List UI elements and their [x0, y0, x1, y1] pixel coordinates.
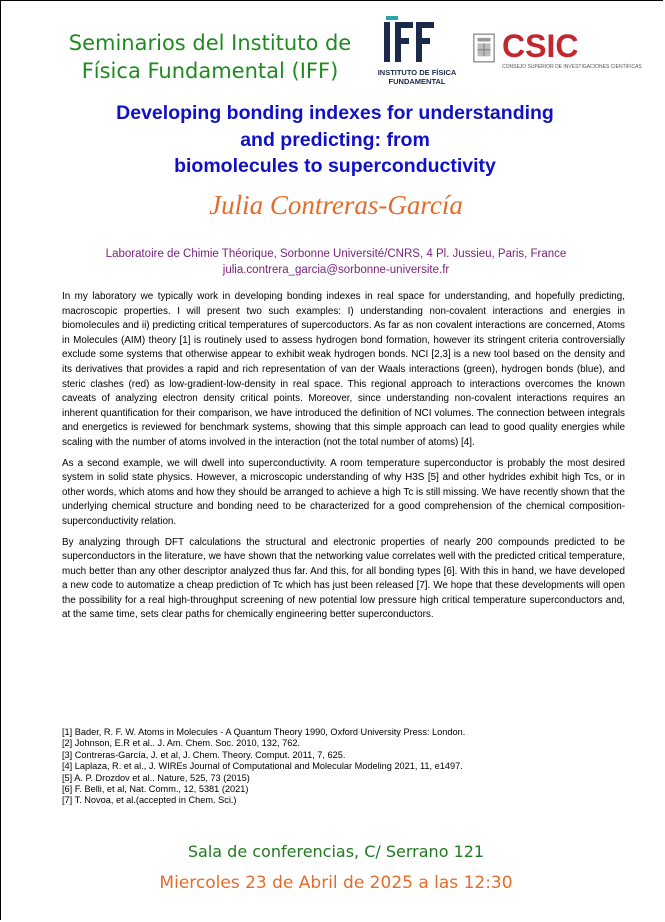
iff-subtitle-line-1: INSTITUTO DE FÍSICA: [377, 68, 457, 77]
title-line-3: biomolecules to superconductivity: [174, 155, 496, 177]
title-line-1: Developing bonding indexes for understanding: [116, 102, 554, 124]
speaker-affiliation: [0, 246, 665, 278]
speaker-email: julia.contrera_garcia@sorbonne-universite.fr: [222, 264, 450, 276]
references-list: [62, 727, 625, 807]
reference-item: [4] Laplaza, R. et al., J. WIREs Journal of Computational and Molecular Modeling 2021, 11, e1497.: [62, 761, 463, 772]
series-line-2: Física Fundamental (IFF): [81, 59, 339, 83]
abstract-paragraph-3: By analyzing through DFT calculations the structural and electronic properties of nearly 200 compounds predicted to be superconductors in the literature, we have shown that the networking value correlates well with the predicted critical temperature, much better than any other descriptor analyzed thus far. And this, for all bonding types [6]. With this in hand, we have developed a new code to automatize a cheap prediction of Tc which has just been released [7]. We hope that these developments will open the possibility for a real high-throughput screening of new potential low pressure high critical temperature superconductors and, at the same time, sets clear paths for chemically engineering better superconductors.: [62, 536, 625, 621]
iff-logo: [368, 16, 466, 88]
iff-logo-mark-icon: [380, 16, 436, 64]
reference-item: [2] Johnson, E.R et al.. J. Am. Chem. Soc. 2010, 132, 762.: [62, 738, 300, 749]
reference-item: [5] A. P. Drozdov et al.. Nature, 525, 73 (2015): [62, 772, 250, 783]
affiliation-text: Laboratoire de Chimie Théorique, Sorbonne Université/CNRS, 4 Pl. Jussieu, Paris, France: [105, 248, 567, 260]
seminar-series-title: [40, 29, 380, 85]
reference-item: [6] F. Belli, et al, Nat. Comm., 12, 5381 (2021): [62, 784, 249, 795]
seminar-date: Miercoles 23 de Abril de 2025 a las 12:30: [159, 873, 513, 893]
abstract-paragraph-1: In my laboratory we typically work in developing bonding indexes in real space for understanding, and hopefully predicting, macroscopic properties. I will present two such examples: I) understanding non-covalent interactions and energies in biomolecules and ii) predicting critical temperatures of supercoductors. As far as non covalent interactions are concerned, Atoms in Molecules (AIM) theory [1] is routinely used to assess hydrogen bond formation, however its stringent criteria controversially exclude some systems that otherwise appear to exhibit weak hydrogen bonds. NCI [2,3] is a new tool based on the density and its derivatives that provides a rapid and rich representation of van der Waals interactions (green), hydrogen bonds (blue), and steric clashes (red) as low-gradient-low-density in real space. This regional approach to interactions overcomes the known caveats of analyzing electron density critical points. Moreover, since understanding non-covalent interactions requires an inherent quantification for their comparison, we have introduced the definition of NCI volumes. The connection between integrals and energetics is reviewed for benchmark systems, showing that this simple approach can lead to good quality energies while scaling with the number of atoms involved in the interaction (not the total number of atoms) [4].: [62, 291, 625, 448]
csic-logo: [472, 28, 642, 74]
reference-item: [3] Contreras-García, J. et al, J. Chem. Theory. Comput. 2011, 7, 625.: [62, 749, 346, 760]
series-line-1: Seminarios del Instituto de: [68, 31, 352, 55]
title-line-2: and predicting: from: [240, 128, 430, 151]
abstract-paragraph-2: As a second example, we will dwell into superconductivity. A room temperature superconductor is probably the most desired system in solid state physics. However, a microscopic understanding of why H3S [5] and other hydrides exhibit high Tcs, or in other words, which atoms and how they should be arranged to achieve a high Tc is still missing. We have recently shown that the underlying chemical structure and bonding need to be characterized for a good comprehension of the chemical composition-superconductivity relation.: [62, 457, 625, 527]
seminar-venue: Sala de conferencias, C/ Serrano 121: [187, 842, 485, 861]
iff-subtitle-line-2: FUNDAMENTAL: [388, 77, 446, 86]
csic-logo-subtitle: CONSEJO SUPERIOR DE INVESTIGACIONES CIENTÍFICAS: [502, 64, 642, 70]
speaker-name: Julia Contreras-García: [209, 190, 463, 220]
iff-logo-subtitle: [368, 68, 466, 86]
talk-title: [60, 100, 610, 180]
csic-logo-wordmark: CSIC: [502, 28, 579, 64]
reference-item: [1] Bader, R. F. W. Atoms in Molecules - A Quantum Theory 1990, Oxford University Press: London.: [62, 727, 466, 737]
csic-emblem-icon: [472, 32, 496, 64]
reference-item: [7] T. Novoa, et al.(accepted in Chem. Sci.): [62, 795, 237, 806]
abstract: [62, 290, 625, 629]
